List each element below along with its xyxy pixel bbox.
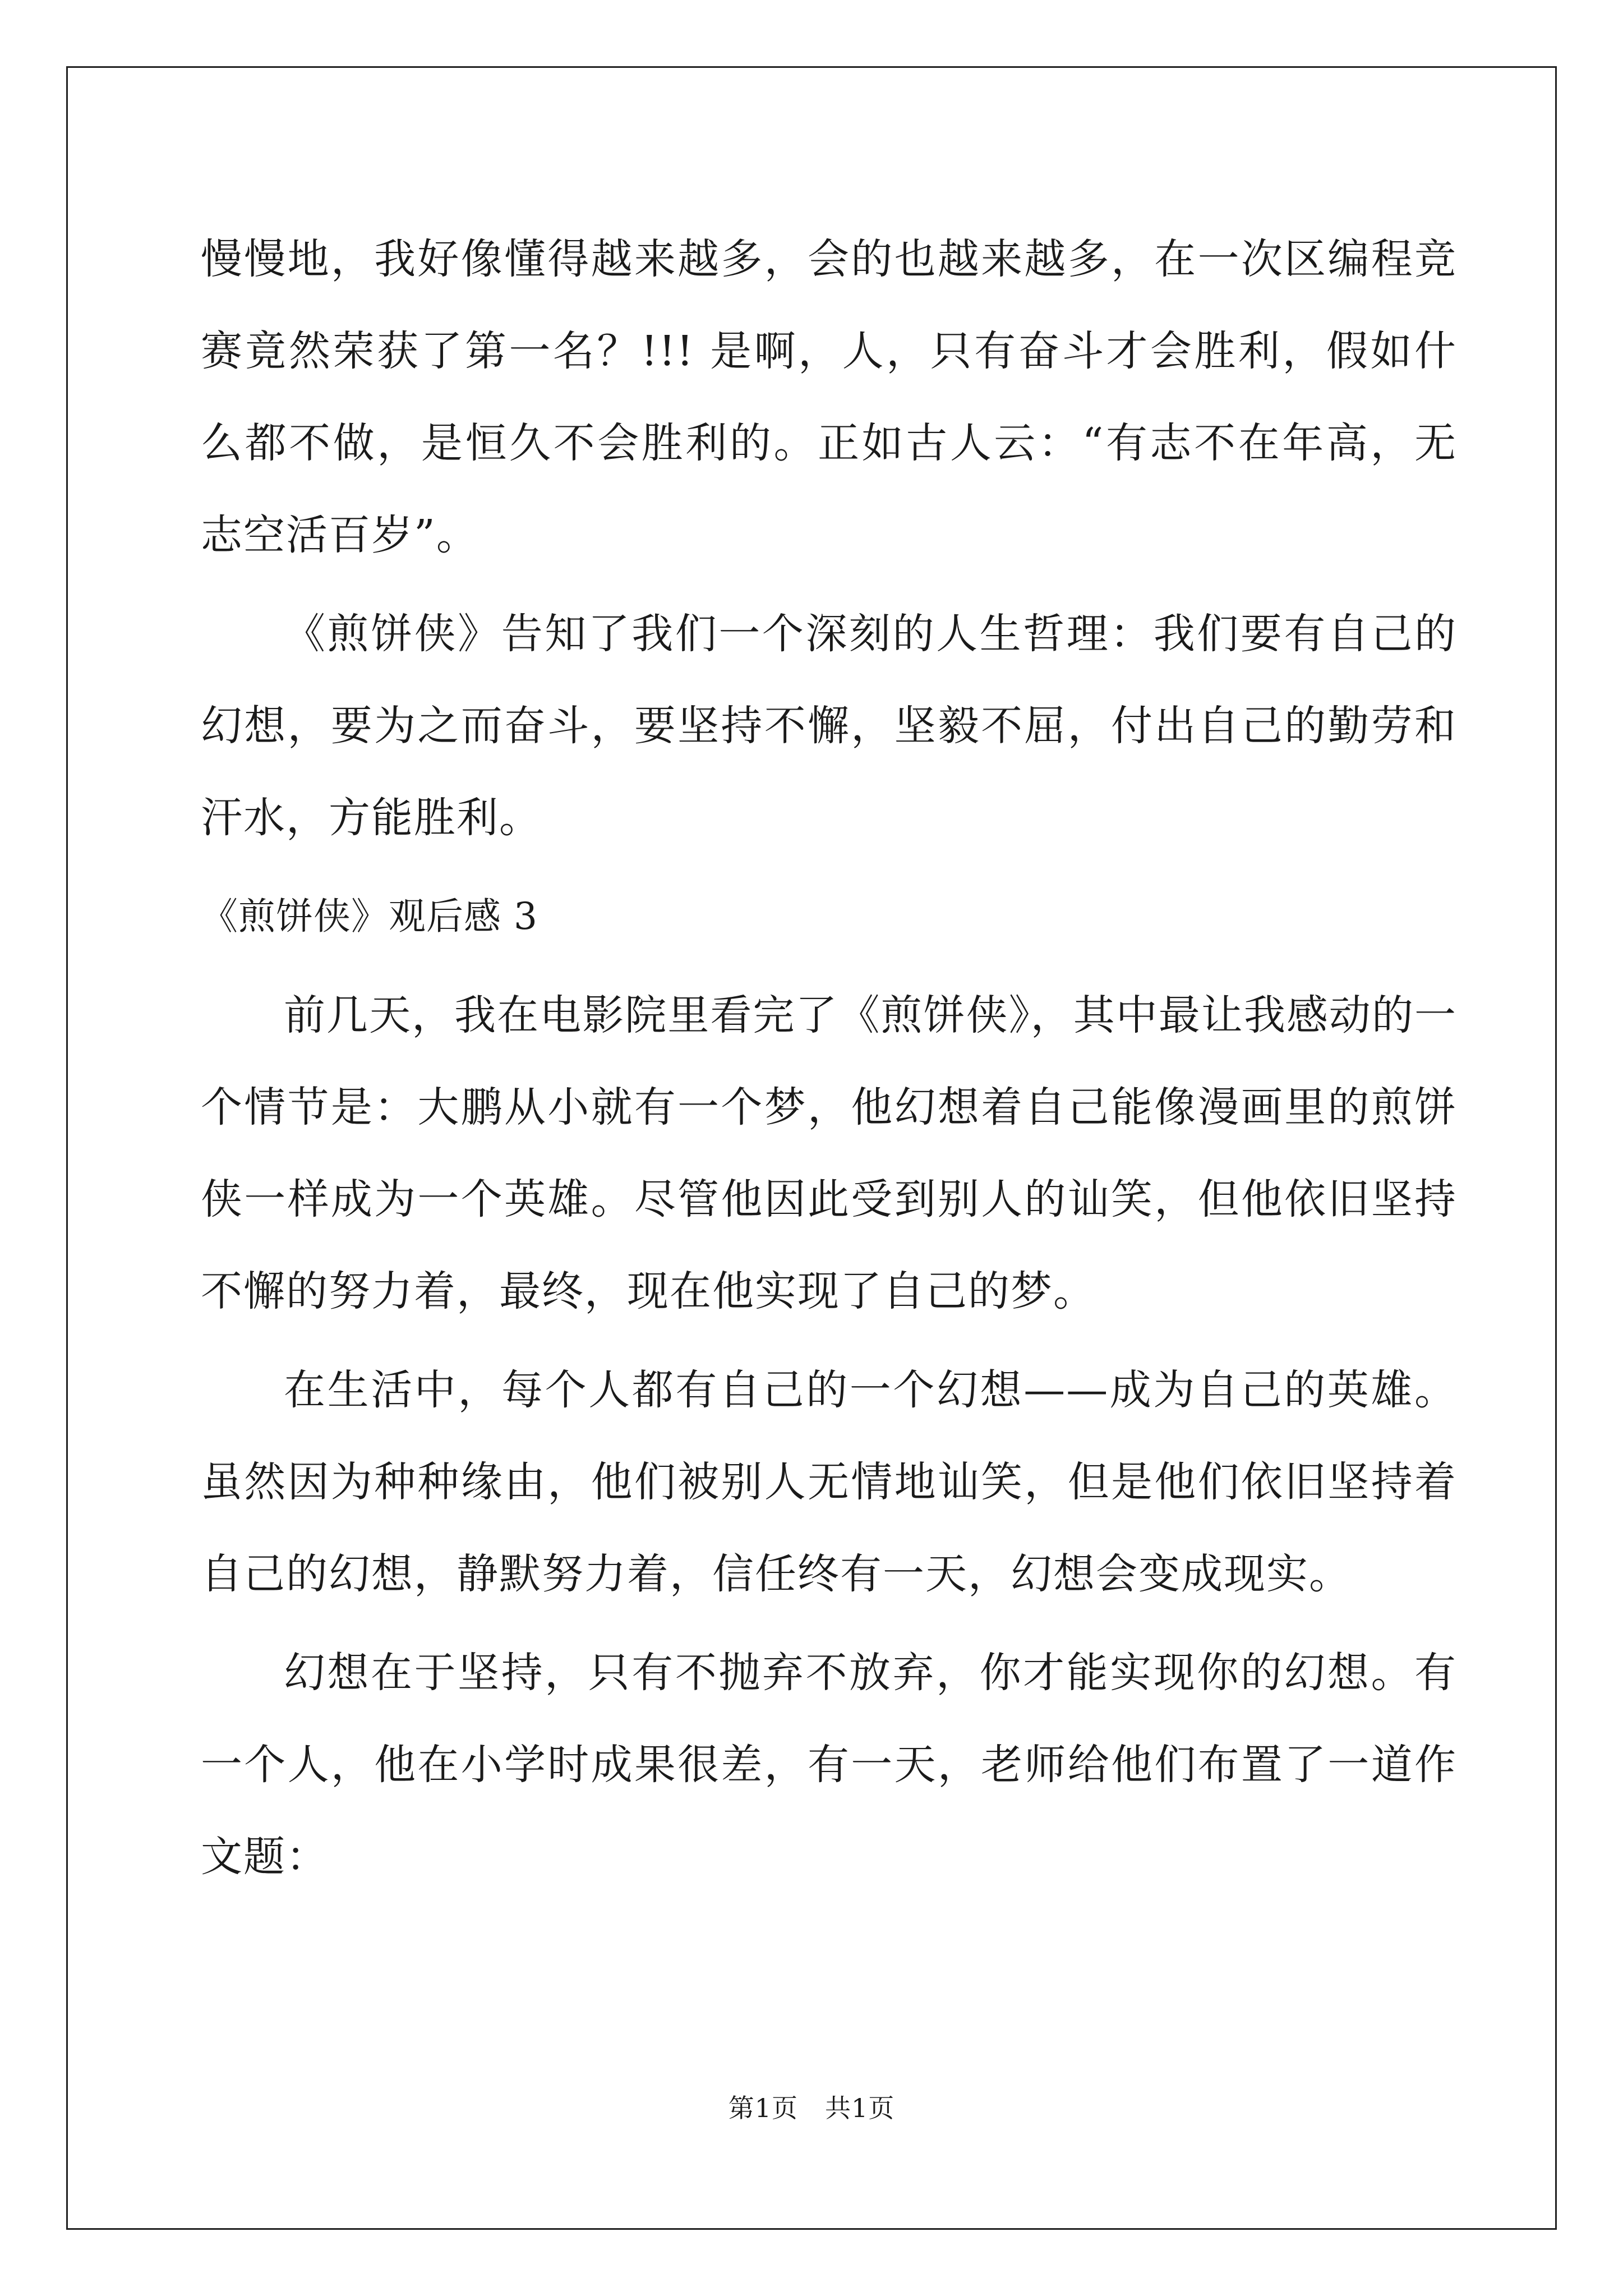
paragraph-continuation: 慢慢地，我好像懂得越来越多，会的也越来越多，在一次区编程竞赛竟然荣获了第一名？!!! 是啊，人，只有奋斗才会胜利，假如什么都不做，是恒久不会胜利的。正如古人云：“有志不在年高，无志空活百岁”。 bbox=[201, 235, 1457, 559]
page-footer bbox=[0, 2088, 1623, 2125]
paragraph-intro: 前几天，我在电影院里看完了《煎饼侠》，其中最让我感动的一个情节是：大鹏从小就有一个梦，他幻想着自己能像漫画里的煎饼侠一样成为一个英雄。尽管他因此受到别人的讪笑，但他依旧坚持不懈的努力着，最终，现在他实现了自己的梦。 bbox=[201, 991, 1457, 1315]
paragraph-conclusion: 《煎饼侠》告知了我们一个深刻的人生哲理：我们要有自己的幻想，要为之而奋斗，要坚持不懈，坚毅不屈，付出自己的勤劳和汗水，方能胜利。 bbox=[201, 610, 1457, 842]
document-body bbox=[201, 213, 1457, 1903]
page-number-total: 共1页 bbox=[825, 2093, 895, 2123]
paragraph-life: 在生活中，每个人都有自己的一个幻想——成为自己的英雄。虽然因为种种缘由，他们被别人无情地讪笑，但是他们依旧坚持着自己的幻想，静默努力着，信任终有一天，幻想会变成现实。 bbox=[201, 1366, 1457, 1598]
paragraph-persistence: 幻想在于坚持，只有不抛弃不放弃，你才能实现你的幻想。有一个人，他在小学时成果很差，有一天，老师给他们布置了一道作文题： bbox=[201, 1649, 1457, 1881]
section-heading: 《煎饼侠》观后感 3 bbox=[201, 895, 538, 938]
page-number-current: 第1页 bbox=[728, 2093, 798, 2123]
